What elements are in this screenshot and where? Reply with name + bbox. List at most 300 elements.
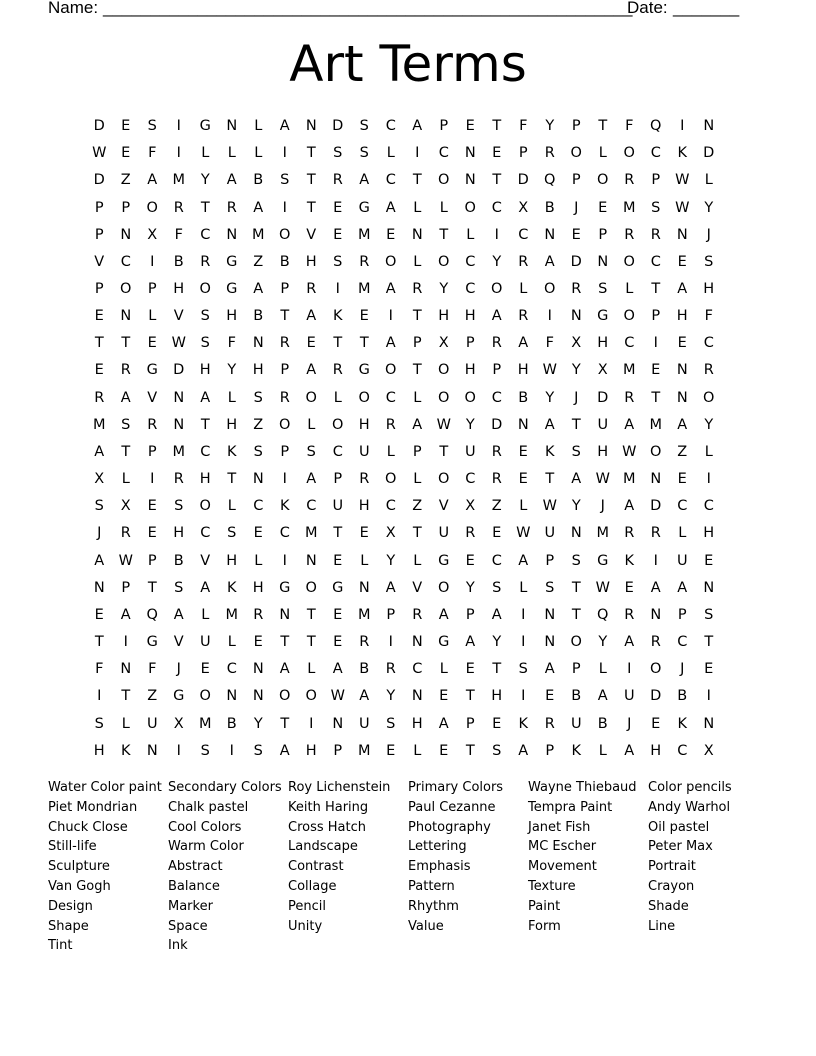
grid-letter[interactable]: A xyxy=(147,172,158,189)
grid-letter[interactable]: H xyxy=(252,579,264,596)
grid-letter[interactable]: A xyxy=(518,742,529,759)
grid-letter[interactable]: Z xyxy=(412,498,423,515)
grid-letter[interactable]: R xyxy=(173,471,184,488)
grid-letter[interactable]: D xyxy=(597,389,609,406)
grid-letter[interactable]: Z xyxy=(253,416,264,433)
grid-letter[interactable]: K xyxy=(677,715,687,732)
grid-letter[interactable]: R xyxy=(173,199,184,216)
grid-letter[interactable]: L xyxy=(307,416,316,433)
grid-letter[interactable]: C xyxy=(703,498,714,515)
grid-letter[interactable]: M xyxy=(304,525,318,542)
grid-letter[interactable]: G xyxy=(146,634,158,651)
grid-letter[interactable]: J xyxy=(706,226,711,243)
grid-letter[interactable]: L xyxy=(201,145,210,162)
grid-letter[interactable]: T xyxy=(147,579,157,596)
grid-letter[interactable]: H xyxy=(252,362,264,379)
grid-letter[interactable]: W xyxy=(330,688,345,705)
grid-letter[interactable]: O xyxy=(146,199,158,216)
grid-letter[interactable]: B xyxy=(359,661,370,678)
grid-letter[interactable]: N xyxy=(93,579,105,596)
grid-letter[interactable]: T xyxy=(333,525,343,542)
grid-letter[interactable]: N xyxy=(173,416,185,433)
grid-letter[interactable]: L xyxy=(360,552,369,569)
grid-letter[interactable]: Y xyxy=(571,498,581,515)
grid-letter[interactable]: U xyxy=(199,634,211,651)
grid-letter[interactable]: A xyxy=(279,118,290,135)
grid-letter[interactable]: A xyxy=(650,579,661,596)
grid-letter[interactable]: I xyxy=(123,634,128,651)
grid-letter[interactable]: X xyxy=(703,742,714,759)
grid-letter[interactable]: E xyxy=(306,335,316,352)
grid-letter[interactable]: I xyxy=(150,471,155,488)
grid-letter[interactable]: L xyxy=(121,715,130,732)
grid-letter[interactable]: O xyxy=(597,172,609,189)
grid-letter[interactable]: N xyxy=(703,118,715,135)
grid-letter[interactable]: E xyxy=(359,308,369,325)
grid-letter[interactable]: A xyxy=(226,172,237,189)
grid-letter[interactable]: R xyxy=(253,606,264,623)
grid-letter[interactable]: I xyxy=(229,742,234,759)
grid-letter[interactable]: G xyxy=(438,552,450,569)
grid-letter[interactable]: P xyxy=(94,199,104,216)
grid-letter[interactable]: I xyxy=(627,661,632,678)
grid-letter[interactable]: R xyxy=(491,335,502,352)
grid-letter[interactable]: P xyxy=(147,552,157,569)
grid-letter[interactable]: R xyxy=(624,172,635,189)
grid-letter[interactable]: O xyxy=(279,688,291,705)
grid-letter[interactable]: G xyxy=(358,362,370,379)
grid-letter[interactable]: T xyxy=(439,226,449,243)
grid-letter[interactable]: E xyxy=(624,579,634,596)
grid-letter[interactable]: N xyxy=(120,661,132,678)
grid-letter[interactable]: Y xyxy=(465,416,475,433)
grid-letter[interactable]: P xyxy=(280,281,290,298)
grid-letter[interactable]: E xyxy=(147,525,157,542)
grid-letter[interactable]: E xyxy=(94,362,104,379)
grid-letter[interactable]: T xyxy=(227,471,237,488)
grid-letter[interactable]: P xyxy=(94,226,104,243)
grid-letter[interactable]: B xyxy=(677,688,688,705)
grid-letter[interactable]: H xyxy=(597,335,609,352)
grid-letter[interactable]: B xyxy=(597,715,608,732)
grid-letter[interactable]: R xyxy=(544,715,555,732)
grid-letter[interactable]: C xyxy=(491,389,502,406)
grid-letter[interactable]: E xyxy=(94,308,104,325)
grid-letter[interactable]: T xyxy=(412,308,422,325)
grid-letter[interactable]: N xyxy=(252,471,264,488)
grid-letter[interactable]: V xyxy=(173,308,184,325)
grid-letter[interactable]: Y xyxy=(704,199,714,216)
grid-letter[interactable]: N xyxy=(252,688,264,705)
grid-letter[interactable]: A xyxy=(359,172,370,189)
grid-letter[interactable]: N xyxy=(173,389,185,406)
grid-letter[interactable]: P xyxy=(545,552,555,569)
grid-letter[interactable]: E xyxy=(333,199,343,216)
grid-letter[interactable]: C xyxy=(200,525,211,542)
grid-letter[interactable]: C xyxy=(465,281,476,298)
grid-letter[interactable]: I xyxy=(282,471,287,488)
grid-letter[interactable]: E xyxy=(677,471,687,488)
grid-letter[interactable]: N xyxy=(305,552,317,569)
grid-letter[interactable]: I xyxy=(494,226,499,243)
grid-letter[interactable]: R xyxy=(703,362,714,379)
grid-letter[interactable]: P xyxy=(465,606,475,623)
grid-letter[interactable]: X xyxy=(120,498,131,515)
grid-letter[interactable]: O xyxy=(279,226,291,243)
grid-letter[interactable]: A xyxy=(94,552,105,569)
grid-letter[interactable]: J xyxy=(97,525,102,542)
grid-letter[interactable]: B xyxy=(518,389,529,406)
grid-letter[interactable]: S xyxy=(359,118,369,135)
grid-letter[interactable]: O xyxy=(332,416,344,433)
grid-letter[interactable]: R xyxy=(518,253,529,270)
grid-letter[interactable]: N xyxy=(464,145,476,162)
grid-letter[interactable]: O xyxy=(438,471,450,488)
grid-letter[interactable]: A xyxy=(677,579,688,596)
grid-letter[interactable]: C xyxy=(385,172,396,189)
grid-letter[interactable]: E xyxy=(333,634,343,651)
grid-letter[interactable]: Z xyxy=(147,688,158,705)
grid-letter[interactable]: O xyxy=(464,199,476,216)
grid-letter[interactable]: Y xyxy=(439,281,449,298)
grid-letter[interactable]: Y xyxy=(253,715,263,732)
grid-letter[interactable]: O xyxy=(623,253,635,270)
grid-letter[interactable]: S xyxy=(174,579,184,596)
grid-letter[interactable]: H xyxy=(173,525,185,542)
grid-letter[interactable]: P xyxy=(121,579,131,596)
grid-letter[interactable]: N xyxy=(570,308,582,325)
grid-letter[interactable]: U xyxy=(544,525,556,542)
grid-letter[interactable]: Y xyxy=(492,253,502,270)
grid-letter[interactable]: A xyxy=(544,253,555,270)
grid-letter[interactable]: E xyxy=(253,525,263,542)
grid-letter[interactable]: H xyxy=(93,742,105,759)
grid-letter[interactable]: L xyxy=(519,579,528,596)
grid-letter[interactable]: C xyxy=(518,226,529,243)
grid-letter[interactable]: N xyxy=(676,389,688,406)
grid-letter[interactable]: E xyxy=(121,145,131,162)
grid-letter[interactable]: Y xyxy=(465,579,475,596)
grid-letter[interactable]: L xyxy=(413,389,422,406)
grid-letter[interactable]: I xyxy=(706,471,711,488)
grid-letter[interactable]: L xyxy=(439,199,448,216)
grid-letter[interactable]: T xyxy=(306,199,316,216)
grid-letter[interactable]: L xyxy=(439,661,448,678)
grid-letter[interactable]: M xyxy=(649,416,662,433)
grid-letter[interactable]: B xyxy=(253,172,264,189)
grid-letter[interactable]: A xyxy=(94,443,105,460)
grid-letter[interactable]: H xyxy=(226,416,238,433)
grid-letter[interactable]: X xyxy=(597,362,608,379)
grid-letter[interactable]: S xyxy=(651,199,661,216)
grid-letter[interactable]: O xyxy=(385,253,397,270)
grid-letter[interactable]: F xyxy=(148,661,157,678)
grid-letter[interactable]: W xyxy=(171,335,186,352)
grid-letter[interactable]: E xyxy=(121,118,131,135)
grid-letter[interactable]: N xyxy=(305,118,317,135)
grid-letter[interactable]: O xyxy=(385,471,397,488)
grid-letter[interactable]: C xyxy=(677,498,688,515)
grid-letter[interactable]: Q xyxy=(146,606,158,623)
grid-letter[interactable]: R xyxy=(359,253,370,270)
grid-letter[interactable]: N xyxy=(252,335,264,352)
grid-letter[interactable]: P xyxy=(121,199,131,216)
grid-letter[interactable]: V xyxy=(94,253,105,270)
grid-letter[interactable]: Z xyxy=(491,498,502,515)
grid-letter[interactable]: I xyxy=(335,281,340,298)
grid-letter[interactable]: D xyxy=(93,118,105,135)
grid-letter[interactable]: L xyxy=(333,389,342,406)
grid-letter[interactable]: I xyxy=(521,688,526,705)
grid-letter[interactable]: H xyxy=(226,552,238,569)
grid-letter[interactable]: T xyxy=(200,416,210,433)
grid-letter[interactable]: N xyxy=(570,525,582,542)
grid-letter[interactable]: C xyxy=(226,661,237,678)
grid-letter[interactable]: O xyxy=(623,145,635,162)
grid-letter[interactable]: A xyxy=(465,634,476,651)
grid-letter[interactable]: I xyxy=(282,552,287,569)
grid-letter[interactable]: A xyxy=(120,606,131,623)
grid-letter[interactable]: G xyxy=(146,362,158,379)
grid-letter[interactable]: X xyxy=(173,715,184,732)
grid-letter[interactable]: L xyxy=(519,281,528,298)
grid-letter[interactable]: E xyxy=(651,715,661,732)
grid-letter[interactable]: V xyxy=(438,498,449,515)
grid-letter[interactable]: J xyxy=(574,389,579,406)
grid-letter[interactable]: R xyxy=(650,226,661,243)
grid-letter[interactable]: C xyxy=(120,253,131,270)
grid-letter[interactable]: A xyxy=(385,579,396,596)
grid-letter[interactable]: C xyxy=(491,552,502,569)
grid-letter[interactable]: L xyxy=(704,172,713,189)
grid-letter[interactable]: N xyxy=(332,715,344,732)
grid-letter[interactable]: E xyxy=(571,226,581,243)
grid-letter[interactable]: E xyxy=(651,362,661,379)
grid-letter[interactable]: Y xyxy=(545,118,555,135)
grid-letter[interactable]: P xyxy=(465,715,475,732)
grid-letter[interactable]: E xyxy=(200,661,210,678)
grid-letter[interactable]: T xyxy=(200,199,210,216)
grid-letter[interactable]: Y xyxy=(386,552,396,569)
grid-letter[interactable]: T xyxy=(306,145,316,162)
grid-letter[interactable]: C xyxy=(650,145,661,162)
grid-letter[interactable]: T xyxy=(571,606,581,623)
grid-letter[interactable]: S xyxy=(598,281,608,298)
grid-letter[interactable]: Y xyxy=(200,172,210,189)
grid-letter[interactable]: L xyxy=(466,226,475,243)
grid-letter[interactable]: T xyxy=(571,416,581,433)
grid-letter[interactable]: A xyxy=(597,688,608,705)
grid-letter[interactable]: A xyxy=(332,661,343,678)
grid-letter[interactable]: D xyxy=(332,118,344,135)
grid-letter[interactable]: L xyxy=(254,552,263,569)
grid-letter[interactable]: K xyxy=(279,498,290,515)
grid-letter[interactable]: H xyxy=(703,525,715,542)
grid-letter[interactable]: A xyxy=(438,715,449,732)
grid-letter[interactable]: E xyxy=(465,661,475,678)
grid-letter[interactable]: R xyxy=(385,661,396,678)
grid-letter[interactable]: R xyxy=(491,443,502,460)
grid-letter[interactable]: R xyxy=(412,606,423,623)
grid-letter[interactable]: S xyxy=(704,606,714,623)
grid-letter[interactable]: A xyxy=(253,199,264,216)
grid-letter[interactable]: C xyxy=(677,742,688,759)
grid-letter[interactable]: A xyxy=(491,308,502,325)
grid-letter[interactable]: F xyxy=(148,145,157,162)
grid-letter[interactable]: L xyxy=(413,199,422,216)
grid-letter[interactable]: I xyxy=(176,145,181,162)
grid-letter[interactable]: O xyxy=(464,389,476,406)
grid-letter[interactable]: L xyxy=(227,389,236,406)
grid-letter[interactable]: E xyxy=(465,118,475,135)
grid-letter[interactable]: T xyxy=(598,118,608,135)
grid-letter[interactable]: I xyxy=(415,145,420,162)
grid-letter[interactable]: T xyxy=(545,471,555,488)
grid-letter[interactable]: A xyxy=(253,281,264,298)
grid-letter[interactable]: S xyxy=(253,389,263,406)
grid-letter[interactable]: F xyxy=(704,308,713,325)
grid-letter[interactable]: R xyxy=(332,172,343,189)
grid-letter[interactable]: X xyxy=(518,199,529,216)
grid-letter[interactable]: A xyxy=(491,606,502,623)
grid-letter[interactable]: T xyxy=(492,661,502,678)
grid-letter[interactable]: X xyxy=(571,335,582,352)
grid-letter[interactable]: R xyxy=(332,362,343,379)
grid-letter[interactable]: R xyxy=(624,226,635,243)
grid-letter[interactable]: T xyxy=(94,634,104,651)
grid-letter[interactable]: O xyxy=(703,389,715,406)
grid-letter[interactable]: I xyxy=(150,253,155,270)
grid-letter[interactable]: R xyxy=(279,335,290,352)
grid-letter[interactable]: N xyxy=(703,715,715,732)
grid-letter[interactable]: A xyxy=(518,552,529,569)
grid-letter[interactable]: E xyxy=(333,226,343,243)
grid-letter[interactable]: W xyxy=(622,443,637,460)
grid-letter[interactable]: I xyxy=(388,308,393,325)
grid-letter[interactable]: W xyxy=(542,498,557,515)
grid-letter[interactable]: I xyxy=(176,118,181,135)
grid-letter[interactable]: E xyxy=(386,742,396,759)
grid-letter[interactable]: K xyxy=(518,715,528,732)
grid-letter[interactable]: T xyxy=(651,389,661,406)
grid-letter[interactable]: E xyxy=(147,498,157,515)
grid-letter[interactable]: J xyxy=(627,715,632,732)
grid-letter[interactable]: R xyxy=(412,281,423,298)
grid-letter[interactable]: A xyxy=(306,471,317,488)
grid-letter[interactable]: S xyxy=(147,118,157,135)
grid-letter[interactable]: S xyxy=(121,416,131,433)
grid-letter[interactable]: I xyxy=(309,715,314,732)
grid-letter[interactable]: E xyxy=(492,715,502,732)
grid-letter[interactable]: E xyxy=(518,443,528,460)
grid-letter[interactable]: R xyxy=(306,281,317,298)
grid-letter[interactable]: O xyxy=(438,389,450,406)
grid-letter[interactable]: C xyxy=(650,253,661,270)
grid-letter[interactable]: M xyxy=(357,606,371,623)
grid-letter[interactable]: N xyxy=(411,226,423,243)
grid-letter[interactable]: N xyxy=(120,308,132,325)
grid-letter[interactable]: N xyxy=(650,471,662,488)
grid-letter[interactable]: O xyxy=(305,688,317,705)
grid-letter[interactable]: A xyxy=(306,308,317,325)
grid-letter[interactable]: W xyxy=(675,172,690,189)
grid-letter[interactable]: Z xyxy=(677,443,688,460)
grid-letter[interactable]: R xyxy=(650,634,661,651)
grid-letter[interactable]: T xyxy=(465,742,475,759)
grid-letter[interactable]: A xyxy=(200,389,211,406)
grid-letter[interactable]: A xyxy=(624,634,635,651)
grid-letter[interactable]: N xyxy=(226,688,238,705)
grid-letter[interactable]: R xyxy=(359,634,370,651)
grid-letter[interactable]: R xyxy=(491,471,502,488)
grid-letter[interactable]: T xyxy=(280,634,290,651)
grid-letter[interactable]: P xyxy=(677,606,687,623)
grid-letter[interactable]: H xyxy=(173,281,185,298)
grid-letter[interactable]: L xyxy=(386,145,395,162)
grid-letter[interactable]: D xyxy=(703,145,715,162)
grid-letter[interactable]: H xyxy=(676,308,688,325)
grid-letter[interactable]: P xyxy=(280,443,290,460)
grid-letter[interactable]: L xyxy=(148,308,157,325)
grid-letter[interactable]: A xyxy=(385,199,396,216)
grid-letter[interactable]: S xyxy=(280,172,290,189)
grid-letter[interactable]: A xyxy=(279,742,290,759)
grid-letter[interactable]: L xyxy=(598,145,607,162)
grid-letter[interactable]: T xyxy=(121,688,131,705)
grid-letter[interactable]: M xyxy=(172,443,185,460)
grid-letter[interactable]: W xyxy=(92,145,107,162)
grid-letter[interactable]: R xyxy=(385,416,396,433)
grid-letter[interactable]: C xyxy=(465,253,476,270)
grid-letter[interactable]: L xyxy=(386,443,395,460)
grid-letter[interactable]: R xyxy=(120,525,131,542)
grid-letter[interactable]: N xyxy=(358,579,370,596)
grid-letter[interactable]: T xyxy=(121,443,131,460)
grid-letter[interactable]: R xyxy=(279,389,290,406)
grid-letter[interactable]: Y xyxy=(598,634,608,651)
grid-letter[interactable]: B xyxy=(226,715,237,732)
grid-letter[interactable]: P xyxy=(571,172,581,189)
grid-letter[interactable]: U xyxy=(464,443,476,460)
grid-letter[interactable]: Y xyxy=(492,634,502,651)
grid-letter[interactable]: O xyxy=(570,634,582,651)
grid-letter[interactable]: I xyxy=(680,118,685,135)
grid-letter[interactable]: N xyxy=(676,362,688,379)
grid-letter[interactable]: F xyxy=(174,226,183,243)
grid-letter[interactable]: E xyxy=(704,661,714,678)
grid-letter[interactable]: R xyxy=(518,308,529,325)
grid-letter[interactable]: Z xyxy=(120,172,131,189)
grid-letter[interactable]: A xyxy=(120,389,131,406)
grid-letter[interactable]: P xyxy=(147,443,157,460)
grid-letter[interactable]: K xyxy=(544,443,555,460)
grid-letter[interactable]: A xyxy=(624,498,635,515)
grid-letter[interactable]: R xyxy=(624,389,635,406)
grid-letter[interactable]: L xyxy=(704,443,713,460)
grid-letter[interactable]: N xyxy=(597,253,609,270)
grid-letter[interactable]: O xyxy=(623,308,635,325)
grid-letter[interactable]: E xyxy=(439,742,449,759)
grid-letter[interactable]: F xyxy=(519,118,528,135)
grid-letter[interactable]: S xyxy=(518,661,528,678)
grid-letter[interactable]: N xyxy=(544,226,556,243)
grid-letter[interactable]: O xyxy=(438,172,450,189)
grid-letter[interactable]: E xyxy=(359,525,369,542)
grid-letter[interactable]: I xyxy=(97,688,102,705)
grid-letter[interactable]: P xyxy=(545,742,555,759)
grid-letter[interactable]: M xyxy=(357,281,371,298)
grid-letter[interactable]: T xyxy=(121,335,131,352)
